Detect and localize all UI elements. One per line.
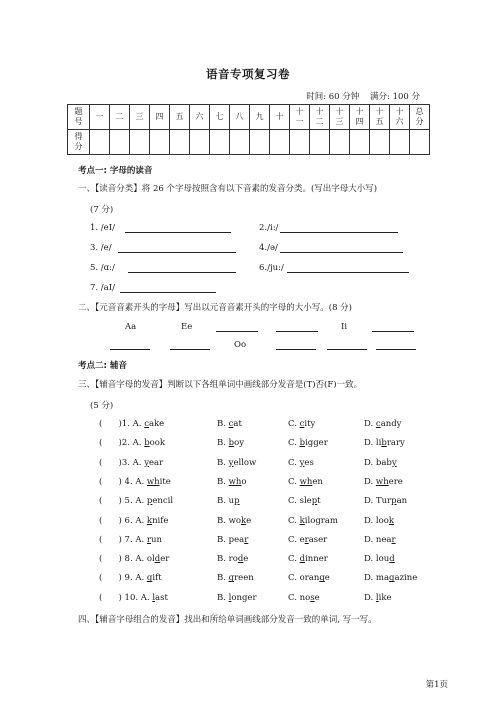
blank-5[interactable] xyxy=(128,263,236,273)
question-3-text: 三、【辅音字母的发音】判断以下各组单词中画线部分发音是(T)否(F)一致。 xyxy=(78,380,363,390)
score-cell-7[interactable] xyxy=(210,130,230,155)
answer-line-5: 5. /ɑ:/ xyxy=(90,263,115,273)
blank-letter-5[interactable] xyxy=(170,340,210,350)
score-cell-6[interactable] xyxy=(190,130,210,155)
q3-row-10-option-d: D. like xyxy=(364,592,392,603)
letter-oo: Oo xyxy=(234,340,247,350)
score-cell-4[interactable] xyxy=(150,130,170,155)
blank-2[interactable] xyxy=(280,223,398,233)
question-1-score: (7 分) xyxy=(90,205,114,215)
score-table-col-3: 三 xyxy=(130,105,150,130)
answer-line-4: 4./ə/ xyxy=(259,243,278,253)
q3-row-7-number[interactable]: ( ) 7. A. run xyxy=(99,534,162,545)
blank-letter-1[interactable] xyxy=(216,322,258,332)
time-score-info xyxy=(298,90,420,102)
blank-letter-6[interactable] xyxy=(276,340,316,350)
question-1-text: 一、【读音分类】将 26 个字母按照含有以下音素的发音分类。(写出字母大小写) xyxy=(78,184,378,194)
q3-row-8-option-b: B. rode xyxy=(217,554,249,565)
q3-row-4-number[interactable]: ( ) 4. A. white xyxy=(99,476,171,487)
blank-letter-2[interactable] xyxy=(276,322,318,332)
question-2-text: 二、【元音音素开头的字母】写出以元音音素开头的字母的大小写。(8 分) xyxy=(78,303,352,313)
q3-row-10-option-c: C. nose xyxy=(288,592,320,603)
q3-row-1-option-b: B. cat xyxy=(217,419,242,429)
score-table-col-14: 十四 xyxy=(350,105,370,130)
q3-row-7-option-c: C. eraser xyxy=(288,534,328,545)
q3-row-6-option-c: C. kilogram xyxy=(288,515,338,526)
score-cell-5[interactable] xyxy=(170,130,190,155)
q3-row-8-option-d: D. loud xyxy=(364,554,395,565)
q3-row-9-option-b: B. green xyxy=(217,573,254,584)
q3-row-10-number[interactable]: ( ) 10. A. last xyxy=(99,592,168,603)
q3-row-2-option-d: D. library xyxy=(364,438,405,449)
answer-line-1: 1. /eI/ xyxy=(90,223,115,233)
q3-row-5-number[interactable]: ( ) 5. A. pencil xyxy=(99,496,174,507)
q3-row-1-number[interactable]: ( )1. A. cake xyxy=(99,419,165,429)
score-table-col-4: 四 xyxy=(150,105,170,130)
question-3-score: (5 分) xyxy=(90,401,114,411)
score-cell-12[interactable] xyxy=(310,130,330,155)
score-table-col-11: 十一 xyxy=(290,105,310,130)
score-table-col-2: 二 xyxy=(110,105,130,130)
q3-row-10-option-b: B. longer xyxy=(217,592,257,603)
blank-letter-4[interactable] xyxy=(110,340,150,350)
score-cell-14[interactable] xyxy=(350,130,370,155)
q3-row-1-option-d: D. candy xyxy=(364,419,402,429)
score-cell-1[interactable] xyxy=(90,130,110,155)
blank-letter-7[interactable] xyxy=(327,340,367,350)
q3-row-5-option-b: B. up xyxy=(217,496,240,507)
blank-4[interactable] xyxy=(280,243,403,253)
q3-row-6-number[interactable]: ( ) 6. A. knife xyxy=(99,515,169,526)
score-table-header-label: 题号 xyxy=(68,105,90,130)
q3-row-9-number[interactable]: ( ) 9. A. gift xyxy=(99,573,162,584)
q3-row-2-option-c: C. bigger xyxy=(288,438,328,449)
section-heading-2: 考点二: 辅音 xyxy=(78,361,127,371)
score-table-col-8: 八 xyxy=(230,105,250,130)
q3-row-1-option-c: C. city xyxy=(288,419,316,429)
page-title: 语音专项复习卷 xyxy=(206,67,290,81)
score-table-col-16: 十六 xyxy=(390,105,410,130)
answer-line-3: 3. /e/ xyxy=(90,243,112,253)
blank-letter-8[interactable] xyxy=(376,340,416,350)
score-table-col-12: 十二 xyxy=(310,105,330,130)
q3-row-7-option-d: D. near xyxy=(364,534,396,545)
score-table-col-15: 十五 xyxy=(370,105,390,130)
score-table-col-13: 十三 xyxy=(330,105,350,130)
full-score: 满分: 100 分 xyxy=(370,92,420,102)
page-number: 第1页 xyxy=(425,680,448,690)
score-table-col-7: 七 xyxy=(210,105,230,130)
blank-3[interactable] xyxy=(118,243,236,253)
score-cell-2[interactable] xyxy=(110,130,130,155)
answer-line-7: 7. /aI/ xyxy=(90,283,115,293)
q3-row-3-option-d: D. baby xyxy=(364,457,397,468)
score-table-col-10: 十 xyxy=(270,105,290,130)
score-table-col-6: 六 xyxy=(190,105,210,130)
time-limit: 时间: 60 分钟 xyxy=(306,92,360,102)
q3-row-8-number[interactable]: ( ) 8. A. older xyxy=(99,554,170,565)
q3-row-9-option-c: C. orange xyxy=(288,573,330,584)
q3-row-4-option-c: C. when xyxy=(288,476,323,487)
q3-row-8-option-c: C. dinner xyxy=(288,554,328,565)
q3-row-4-option-b: B. who xyxy=(217,476,247,487)
score-cell-16[interactable] xyxy=(390,130,410,155)
score-table xyxy=(67,104,430,155)
q3-row-3-option-c: C. yes xyxy=(288,457,314,468)
score-cell-9[interactable] xyxy=(250,130,270,155)
letter-aa: Aa xyxy=(125,322,137,332)
q3-row-6-option-b: B. woke xyxy=(217,515,252,526)
score-cell-15[interactable] xyxy=(370,130,390,155)
score-table-col-5: 五 xyxy=(170,105,190,130)
score-cell-3[interactable] xyxy=(130,130,150,155)
score-cell-11[interactable] xyxy=(290,130,310,155)
score-cell-10[interactable] xyxy=(270,130,290,155)
blank-7[interactable] xyxy=(120,283,216,293)
q3-row-2-option-b: B. boy xyxy=(217,438,245,449)
q3-row-9-option-d: D. magazine xyxy=(364,573,418,584)
section-heading-1: 考点一: 字母的读音 xyxy=(78,166,153,176)
answer-line-2: 2./i:/ xyxy=(259,223,279,233)
q3-row-6-option-d: D. look xyxy=(364,515,395,526)
score-table-col-17: 总分 xyxy=(410,105,430,130)
blank-1[interactable] xyxy=(125,223,231,233)
score-cell-8[interactable] xyxy=(230,130,250,155)
q3-row-4-option-d: D. where xyxy=(364,476,403,487)
letter-ii: Ii xyxy=(341,322,348,332)
q3-row-3-option-b: B. yellow xyxy=(217,457,257,468)
blank-6[interactable] xyxy=(287,263,409,273)
q3-row-5-option-d: D. Turpan xyxy=(364,496,408,507)
score-cell-17[interactable] xyxy=(410,130,430,155)
q3-row-3-number[interactable]: ( )3. A. year xyxy=(99,457,164,468)
blank-letter-3[interactable] xyxy=(372,322,414,332)
answer-line-6: 6./ju:/ xyxy=(259,263,284,273)
letter-ee: Ee xyxy=(181,322,193,332)
q3-row-5-option-c: C. slept xyxy=(288,496,321,507)
score-table-col-9: 九 xyxy=(250,105,270,130)
score-table-col-1: 一 xyxy=(90,105,110,130)
score-table-score-label: 得分 xyxy=(68,130,90,155)
q3-row-2-number[interactable]: ( )2. A. book xyxy=(99,438,166,449)
question-4-text: 四、【辅音字母组合的发音】找出和所给单词画线部分发音一致的单词, 写一写。 xyxy=(78,615,377,625)
q3-row-7-option-b: B. pear xyxy=(217,534,249,545)
score-cell-13[interactable] xyxy=(330,130,350,155)
